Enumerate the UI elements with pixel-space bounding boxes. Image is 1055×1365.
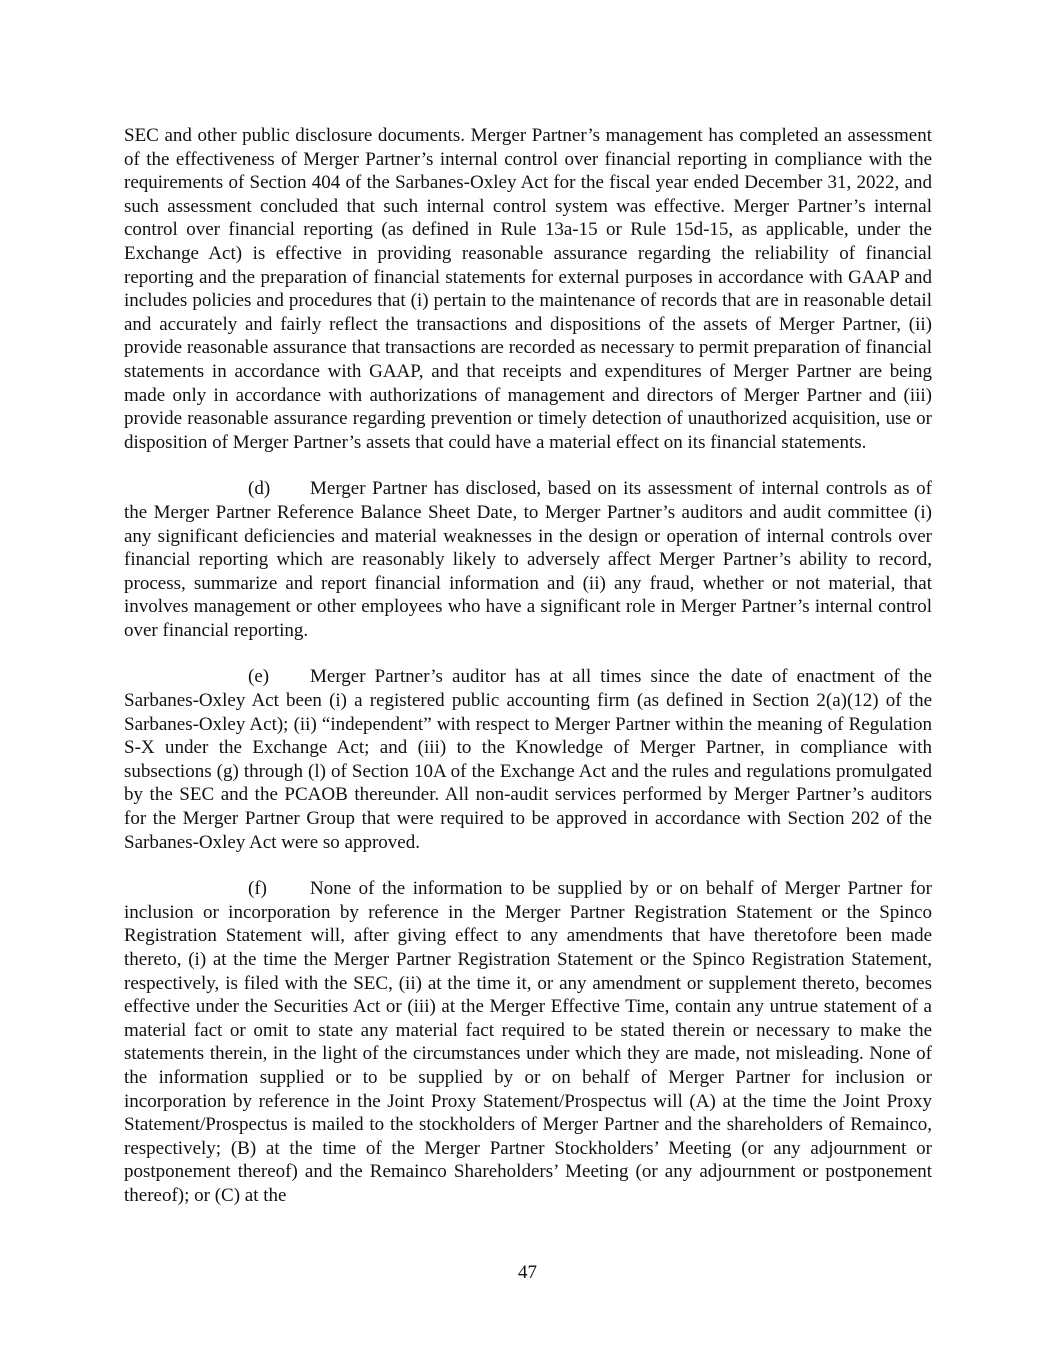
paragraph-text: Merger Partner’s auditor has at all times since the date of enactment of the Sarbanes-Oxley Act been (i) a registered public accounting firm (as defined in Section 2(a)(12) of the Sarbanes-Oxley Act); (ii) “independent” with respect to Merger Partner within the meaning of Regulation S-X under the Exchange Act; and (iii) to the Knowledge of Merger Partner, in compliance with subsections (g) through (l) of Section 10A of the Exchange Act and the rules and regulations promulgated by the SEC and the PCAOB thereunder. All non-audit services performed by Merger Partner’s auditors for the Merger Partner Group that were required to be approved in accordance with Section 202 of the Sarbanes-Oxley Act were so approved. — [124, 666, 932, 853]
paragraph-continuation: SEC and other public disclosure documents. Merger Partner’s management has completed an assessment of the effectiveness of Merger Partner’s internal control over financial reporting in compliance with the requirements of Section 404 of the Sarbanes-Oxley Act for the fiscal year ended December 31, 2022, and such assessment concluded that such internal control system was effective. Merger Partner’s internal control over financial reporting (as defined in Rule 13a-15 or Rule 15d-15, as applicable, under the Exchange Act) is effective in providing reasonable assurance regarding the reliability of financial reporting and the preparation of financial statements for external purposes in accordance with GAAP and includes policies and procedures that (i) pertain to the maintenance of records that are in reasonable detail and accurately and fairly reflect the transactions and dispositions of the assets of Merger Partner, (ii) provide reasonable assurance that transactions are recorded as necessary to permit preparation of financial statements in accordance with GAAP, and that receipts and expenditures of Merger Partner are being made only in accordance with authorizations of management and directors of Merger Partner and (iii) provide reasonable assurance regarding prevention or timely detection of unauthorized acquisition, use or disposition of Merger Partner’s assets that could have a material effect on its financial statements. — [124, 125, 932, 453]
paragraph-label: (d) — [248, 478, 271, 500]
page-number: 47 — [518, 1262, 537, 1283]
document-body — [124, 124, 932, 1231]
paragraph-label: (e) — [248, 666, 270, 688]
paragraph-text: Merger Partner has disclosed, based on its assessment of internal controls as of the Merger Partner Reference Balance Sheet Date, to Merger Partner’s auditors and audit committee (i) any significant deficiencies and material weaknesses in the design or operation of internal controls over financial reporting which are reasonably likely to adversely affect Merger Partner’s ability to record, process, summarize and report financial information and (ii) any fraud, whether or not material, that involves management or other employees who have a significant role in Merger Partner’s internal control over financial reporting. — [124, 478, 932, 641]
paragraph-d — [124, 477, 932, 642]
paragraph-text: None of the information to be supplied by or on behalf of Merger Partner for inclusion or incorporation by reference in the Merger Partner Registration Statement or the Spinco Registration Statement will, after giving effect to any amendments that have theretofore been made thereto, (i) at the time the Merger Partner Registration Statement or the Spinco Registration Statement, respectively, is filed with the SEC, (ii) at the time it, or any amendment or supplement thereto, becomes effective under the Securities Act or (iii) at the Merger Effective Time, contain any untrue statement of a material fact or omit to state any material fact required to be stated therein or necessary to make the statements therein, in the light of the circumstances under which they are made, not misleading. None of the information supplied or to be supplied by or on behalf of Merger Partner for inclusion or incorporation by reference in the Joint Proxy Statement/Prospectus will (A) at the time the Joint Proxy Statement/Prospectus is mailed to the stockholders of Merger Partner and the shareholders of Remainco, respectively; (B) at the time of the Merger Partner Stockholders’ Meeting (or any adjournment or postponement thereof) and the Remainco Shareholders’ Meeting (or any adjournment or postponement thereof); or (C) at the — [124, 878, 932, 1206]
paragraph-label: (f) — [248, 878, 267, 900]
paragraph-e — [124, 665, 932, 854]
paragraph-f — [124, 877, 932, 1207]
